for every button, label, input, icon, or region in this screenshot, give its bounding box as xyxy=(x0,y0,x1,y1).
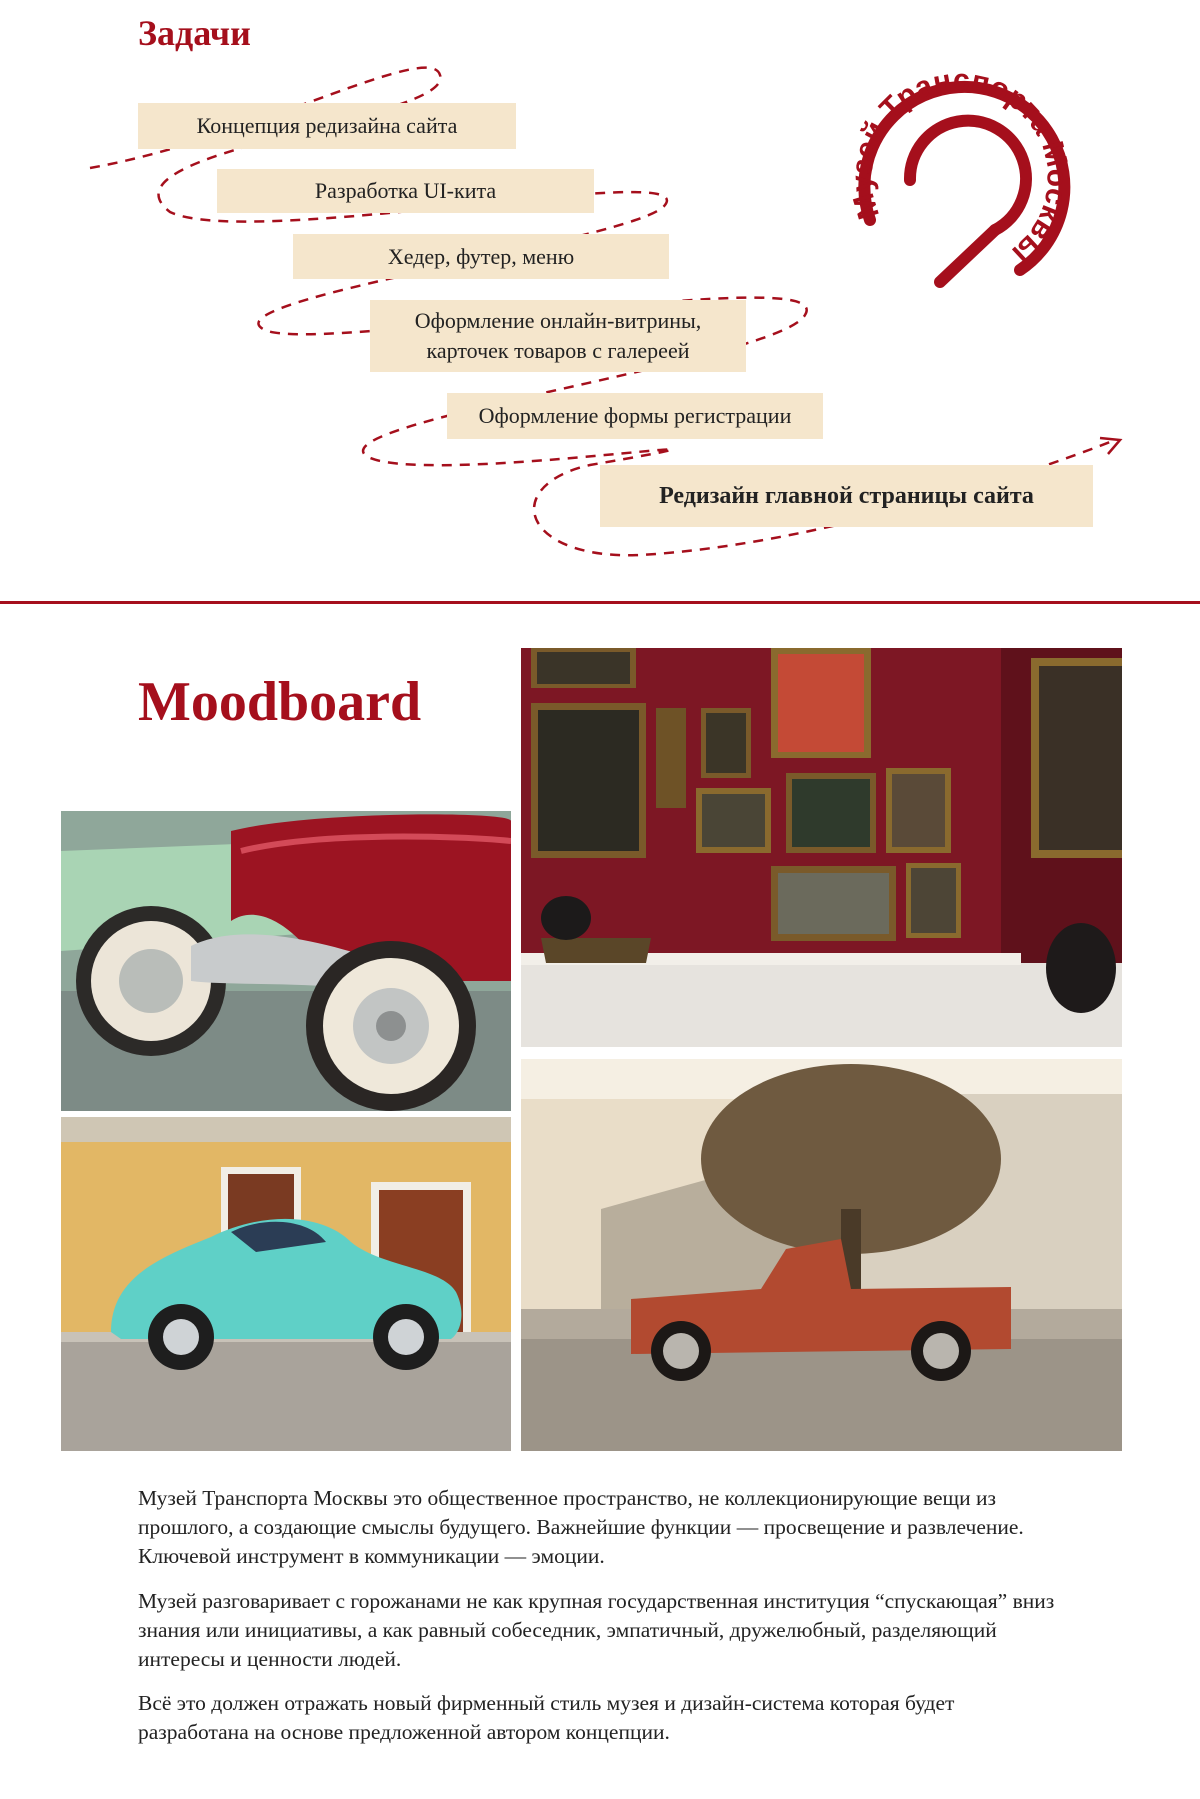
task-item: Оформление формы регистрации xyxy=(447,393,823,439)
description-paragraph: Музей разговаривает с горожанами не как крупная государственная институция “спускающая” вниз знания или инициативы, а как равный собеседник, эмпатичный, дружелюбный, разделяющий интересы и ценности людей. xyxy=(138,1589,1055,1671)
moodboard-title: Moodboard xyxy=(138,671,422,733)
tasks-title: Задачи xyxy=(138,13,251,53)
task-item: Хедер, футер, меню xyxy=(293,234,669,279)
logo-icon xyxy=(820,20,1090,290)
description-paragraph: Всё это должен отражать новый фирменный стиль музея и дизайн-система которая будет разработана на основе предложенной автором концепции. xyxy=(138,1691,955,1744)
task-item-main: Редизайн главной страницы сайта xyxy=(600,465,1093,527)
task-item: Разработка UI-кита xyxy=(217,169,594,213)
museum-gallery-photo xyxy=(521,648,1122,1047)
museum-logo xyxy=(820,20,1090,290)
description-paragraph: Музей Транспорта Москвы это общественное пространство, не коллекционирующие вещи из прошлого, а создающие смыслы будущего. Важнейшие функции — просвещение и развлечение. Ключевой инструмент в коммуникации — эмоции. xyxy=(138,1486,1024,1568)
red-vintage-car-photo xyxy=(61,811,511,1111)
logo-text: Музей Транспорта Москвы xyxy=(845,63,1074,270)
turquoise-beetle-photo xyxy=(61,1117,511,1451)
task-item: Концепция редизайна сайта xyxy=(138,103,516,149)
section-divider xyxy=(0,601,1200,604)
svg-text:Музей Транспорта Москвы xyxy=(845,64,1073,270)
task-item: Оформление онлайн-витрины, карточек товаров с галереей xyxy=(370,300,746,372)
red-pickup-truck-photo xyxy=(521,1059,1122,1451)
